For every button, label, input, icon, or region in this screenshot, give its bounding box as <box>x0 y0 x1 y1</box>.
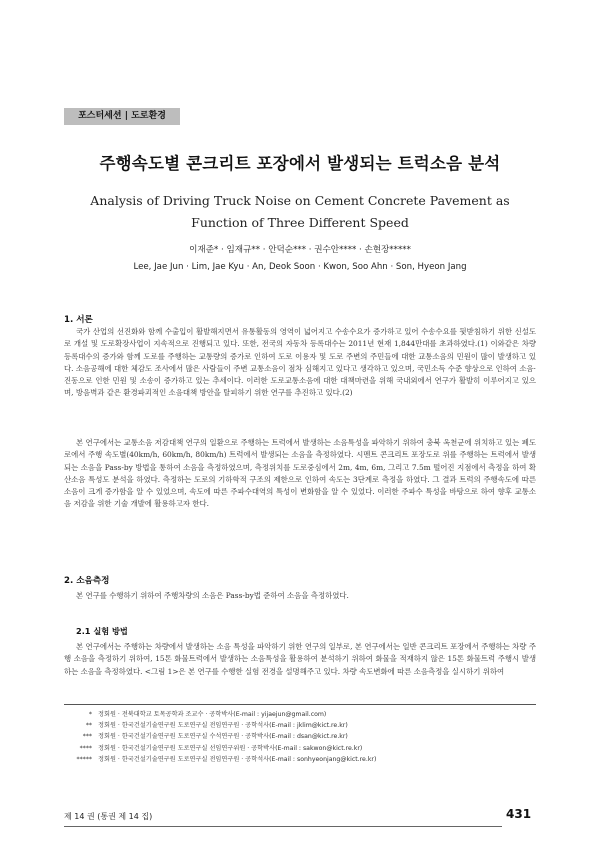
title-english-line-2: Function of Three Different Speed <box>191 215 409 230</box>
footer-divider <box>64 826 502 827</box>
section-2-1-heading: 2.1 실험 방법 <box>76 626 128 636</box>
session-tag: 포스터세션 | 도로환경 <box>64 108 180 125</box>
section-1-heading: 1. 서론 <box>64 315 93 325</box>
title-english <box>0 190 600 234</box>
authors-korean: 이재준* · 임재규** · 안덕순*** · 권수안**** · 손현장***** <box>189 245 411 255</box>
title-english-line-1: Analysis of Driving Truck Noise on Cement Concrete Pavement as <box>90 193 510 208</box>
section-2-paragraph-1: 본 연구를 수행하기 위하여 주행차량의 소음은 Pass-by법 준하여 소음을 측정하였다. <box>76 591 349 600</box>
page-number: 431 <box>506 807 532 821</box>
section-1-paragraph-2: 본 연구에서는 교통소음 저감대책 연구의 일환으로 주행하는 트럭에서 발생하는 소음특성을 파악하기 위하여 충북 옥천군에 위치하고 있는 폐도로에서 주행 속도별(40km/h, 60km/h, 80km/h) 트럭에서 발생되는 소음을 측정하였다. 시멘트 콘크리트 포장도로 위를 주행하는 트럭에서 발생되는 소음을 Pass-by 방법을 통하여 소음을 측정하였으며, 측정위치를 도로중심에서 2m, 4m, 6m, 그리고 7.5m 떨어진 지점에서 측정을 하여 확산소음 특성도 분석을 하였다. 측정하는 도로의 기하학적 구조의 제한으로 인하여 속도는 3단계로 측정을 하였다. 그 결과 트럭의 주행속도에 따른 소음이 크게 증가함을 알 수 있었으며, 속도에 따른 주파수대역의 특성이 변화함을 알 수 있었다. 이러한 주파수 특성을 바탕으로 하여 향후 교통소음 저감을 위한 기술 개발에 활용하고자 한다. <box>64 438 536 509</box>
footnote-1: * 정회원 · 전북대학교 토목공학과 조교수 · 공학박사(E-mail : yijaejun@gmail.com) <box>88 711 327 718</box>
section-2-heading: 2. 소음측정 <box>64 576 110 586</box>
footnote-4: **** 정회원 · 한국건설기술연구원 도로연구실 선임연구위원 · 공학박사(E-mail : sakwon@kict.re.kr) <box>79 744 363 752</box>
title-korean: 주행속도별 콘크리트 포장에서 발생되는 트럭소음 분석 <box>99 154 501 173</box>
footer-volume: 제 14 권 (통권 제 14 집) <box>64 812 153 821</box>
footnote-2: ** 정회원 · 한국건설기술연구원 도로연구실 전임연구원 · 공학석사(E-mail : jklim@kict.re.kr) <box>85 722 348 730</box>
footnote-5: ***** 정회원 · 한국건설기술연구원 도로연구실 전임연구원 · 공학석사(E-mail : sonhyeonjang@kict.re.kr) <box>76 755 377 763</box>
section-2-1-paragraph-1: 본 연구에서는 주행하는 차량에서 발생하는 소음 특성을 파악하기 위한 연구의 일부로, 본 연구에서는 일반 콘크리트 포장에서 주행하는 차량 주행 소음을 측정하기 위하여, 15톤 화물트럭에서 발생하는 소음특성을 활용하여 분석하기 위하여 화물을 적재하지 않은 15톤 화물트럭 주행시 발생하는 소음을 측정하였다. <그림 1>은 본 연구를 수행한 실험 전경을 설명해주고 있다. 차량 속도변화에 따른 소음측정을 실시하기 위하여 <box>64 642 536 676</box>
footnote-divider <box>64 704 536 705</box>
authors-english: Lee, Jae Jun · Lim, Jae Kyu · An, Deok Soon · Kwon, Soo Ahn · Son, Hyeon Jang <box>133 262 467 272</box>
section-1-paragraph-1: 국가 산업의 선진화와 함께 수출입이 활발해지면서 유통활동의 영역이 넓어지고 수송수요가 증가하고 있어 수송수요를 뒷받침하기 위한 신설도로 개설 및 도로확장사업이 지속적으로 진행되고 있다. 또한, 전국의 자동차 등록대수는 2011년 현재 1,844만대를 초과하였다.(1) 이와같은 차량등록대수의 증가와 함께 도로를 주행하는 교통량의 증가로 인하여 도로 이용자 및 도로 주변의 주민들에 대한 교통소음의 민원이 많이 발생하고 있다. 소음공해에 대한 체감도 조사에서 많은 사람들이 주변 교통소음이 점차 심해지고 있다고 생각하고 있으며, 국민소득 수준 향상으로 인하여 소음·진동으로 인한 민원 및 소송이 증가하고 있는 추세이다. 이러한 도로교통소음에 대한 대책마련을 위해 국내외에서 연구가 활발히 이루어지고 있으며, 방음벽과 같은 환경파괴적인 소음대책 방안을 탈피하기 위한 연구를 추진하고 있다.(2) <box>64 327 536 398</box>
footnote-3: *** 정회원 · 한국건설기술연구원 도로연구실 수석연구원 · 공학박사(E-mail : dsan@kict.re.kr) <box>82 733 348 741</box>
footnotes <box>64 709 536 765</box>
